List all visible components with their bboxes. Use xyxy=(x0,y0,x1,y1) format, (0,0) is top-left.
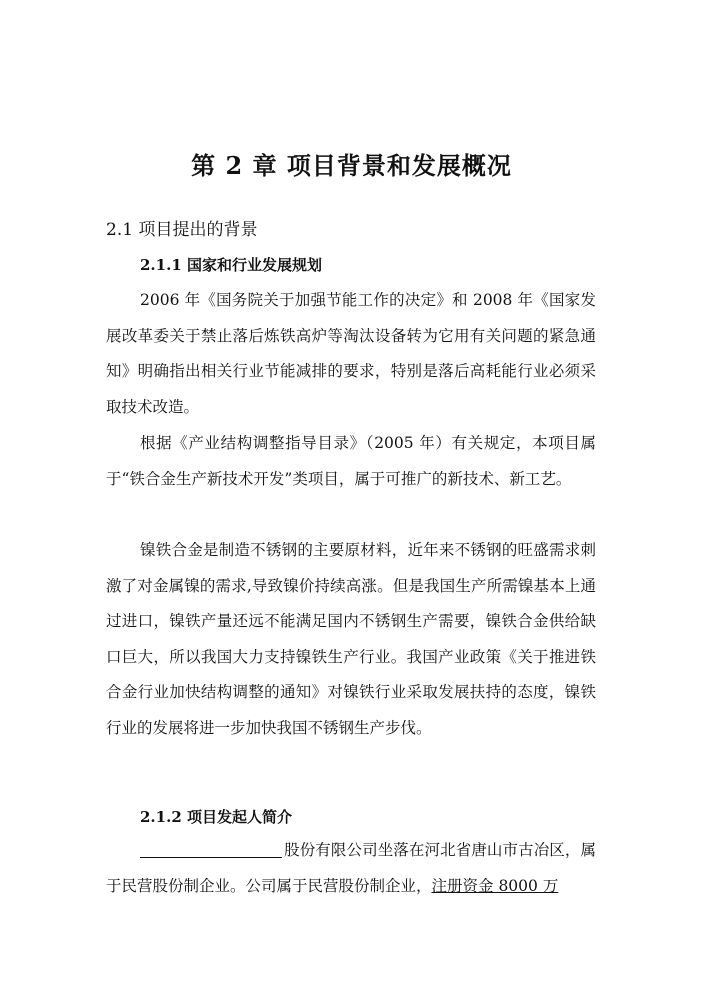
subsection-heading-initiator: 2.1.2 项目发起人简介 xyxy=(140,808,292,826)
registered-capital-text: 注册资金 8000 万 xyxy=(431,876,559,895)
subsection-heading-national-planning: 2.1.1 国家和行业发展规划 xyxy=(140,256,322,274)
paragraph-company-intro xyxy=(106,833,596,904)
company-name-blank xyxy=(140,840,282,858)
section-heading: 2.1 项目提出的背景 xyxy=(106,220,258,240)
chapter-title: 第 2 章 项目背景和发展概况 xyxy=(191,151,512,180)
paragraph-industry-catalog: 根据《产业结构调整指导目录》（2005 年）有关规定，本项目属于“铁合金生产新技术开发”类项目，属于可推广的新技术、新工艺。 xyxy=(106,434,596,488)
company-intro-text: 股份有限公司坐落在河北省唐山市古冶区，属于民营股份制企业。公司属于民营股份制企业， xyxy=(106,841,596,895)
paragraph-nickel-iron: 镍铁合金是制造不锈钢的主要原材料，近年来不锈钢的旺盛需求刺激了对金属镍的需求,导致镍价持续高涨。但是我国生产所需镍基本上通过进口，镍铁产量还远不能满足国内不锈钢生产需要，镍铁合金供给缺口巨大，所以我国大力支持镍铁生产行业。我国产业政策《关于推进铁合金行业加快结构调整的通知》对镍铁行业采取发展扶持的态度，镍铁行业的发展将进一步加快我国不锈钢生产步伐。 xyxy=(106,541,596,737)
paragraph-energy-policy: 2006 年《国务院关于加强节能工作的决定》和 2008 年《国家发展改革委关于禁止落后炼铁高炉等淘汰设备转为它用有关问题的紧急通知》明确指出相关行业节能减排的要求，特别是落后高耗能行业必须采取技术改造。 xyxy=(106,291,596,416)
